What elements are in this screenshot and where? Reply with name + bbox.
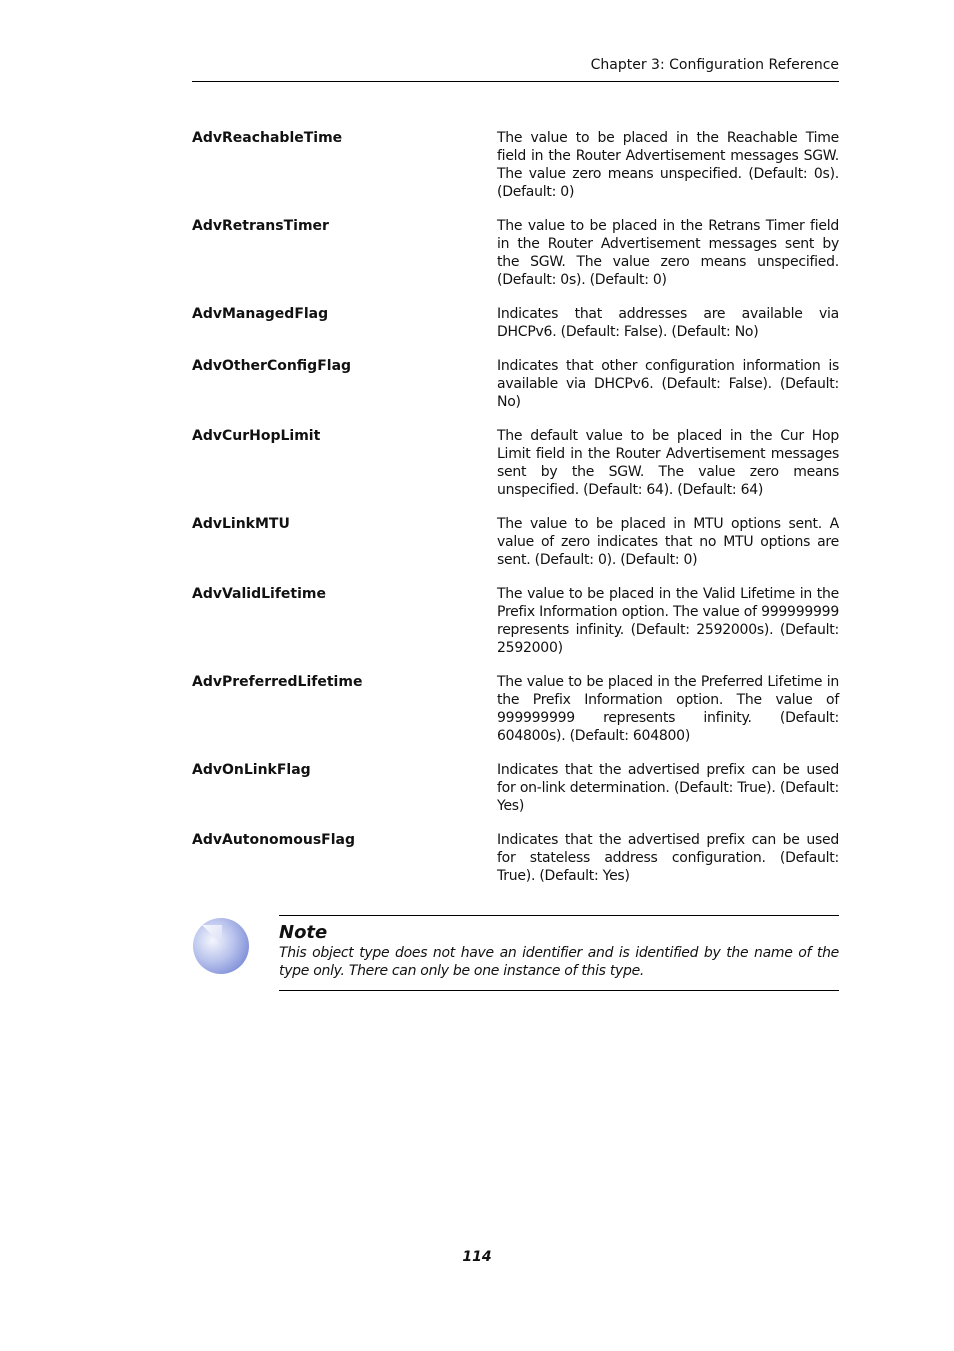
parameter-name: AdvLinkMTU bbox=[192, 516, 290, 532]
parameter-entry bbox=[192, 673, 839, 745]
parameter-entry bbox=[192, 357, 839, 411]
chapter-title: Chapter 3: Configuration Reference bbox=[590, 57, 839, 73]
parameter-description: The value to be placed in the Retrans Timer field in the Router Advertisement messages sent by the SGW. The value zero means unspecified. (Default: 0s). (Default: 0) bbox=[497, 218, 839, 288]
parameter-entry bbox=[192, 129, 839, 201]
page-number: 114 bbox=[462, 1249, 492, 1265]
note-title: Note bbox=[279, 922, 328, 943]
parameter-name: AdvValidLifetime bbox=[192, 586, 326, 602]
parameter-description: Indicates that other configuration information is available via DHCPv6. (Default: False). (Default: No) bbox=[497, 358, 839, 410]
parameter-name: AdvManagedFlag bbox=[192, 306, 329, 322]
parameter-entry bbox=[192, 761, 839, 815]
note-admonition bbox=[192, 915, 839, 995]
parameter-name: AdvOnLinkFlag bbox=[192, 762, 311, 778]
parameter-description: Indicates that the advertised prefix can be used for on-link determination. (Default: True). (Default: Yes) bbox=[497, 762, 839, 814]
parameter-entry bbox=[192, 831, 839, 885]
parameter-entry bbox=[192, 305, 839, 341]
parameter-name: AdvCurHopLimit bbox=[192, 428, 321, 444]
parameter-description: Indicates that addresses are available via DHCPv6. (Default: False). (Default: No) bbox=[497, 306, 839, 340]
page-header bbox=[192, 55, 839, 82]
parameter-list bbox=[192, 129, 839, 901]
parameter-description: Indicates that the advertised prefix can be used for stateless address configuration. (Default: True). (Default: Yes) bbox=[497, 832, 839, 884]
note-icon bbox=[192, 917, 250, 975]
parameter-name: AdvOtherConfigFlag bbox=[192, 358, 352, 374]
parameter-name: AdvPreferredLifetime bbox=[192, 674, 363, 690]
parameter-entry bbox=[192, 217, 839, 289]
note-box bbox=[279, 915, 839, 991]
parameter-name: AdvAutonomousFlag bbox=[192, 832, 356, 848]
note-text: This object type does not have an identifier and is identified by the name of the type only. There can only be one instance of this type. bbox=[279, 945, 839, 979]
parameter-name: AdvRetransTimer bbox=[192, 218, 329, 234]
parameter-entry bbox=[192, 585, 839, 657]
parameter-entry bbox=[192, 427, 839, 499]
parameter-description: The default value to be placed in the Cur Hop Limit field in the Router Advertisement messages sent by the SGW. The value zero means unspecified. (Default: 64). (Default: 64) bbox=[497, 428, 839, 498]
parameter-description: The value to be placed in the Valid Lifetime in the Prefix Information option. The value of 999999999 represents infinity. (Default: 2592000s). (Default: 2592000) bbox=[497, 586, 839, 656]
parameter-description: The value to be placed in MTU options sent. A value of zero indicates that no MTU options are sent. (Default: 0). (Default: 0) bbox=[497, 516, 839, 568]
parameter-entry bbox=[192, 515, 839, 569]
parameter-description: The value to be placed in the Reachable Time field in the Router Advertisement messages SGW. The value zero means unspecified. (Default: 0s). (Default: 0) bbox=[497, 130, 839, 200]
parameter-name: AdvReachableTime bbox=[192, 130, 343, 146]
parameter-description: The value to be placed in the Preferred Lifetime in the Prefix Information option. The value of 999999999 represents infinity. (Default: 604800s). (Default: 604800) bbox=[497, 674, 839, 744]
